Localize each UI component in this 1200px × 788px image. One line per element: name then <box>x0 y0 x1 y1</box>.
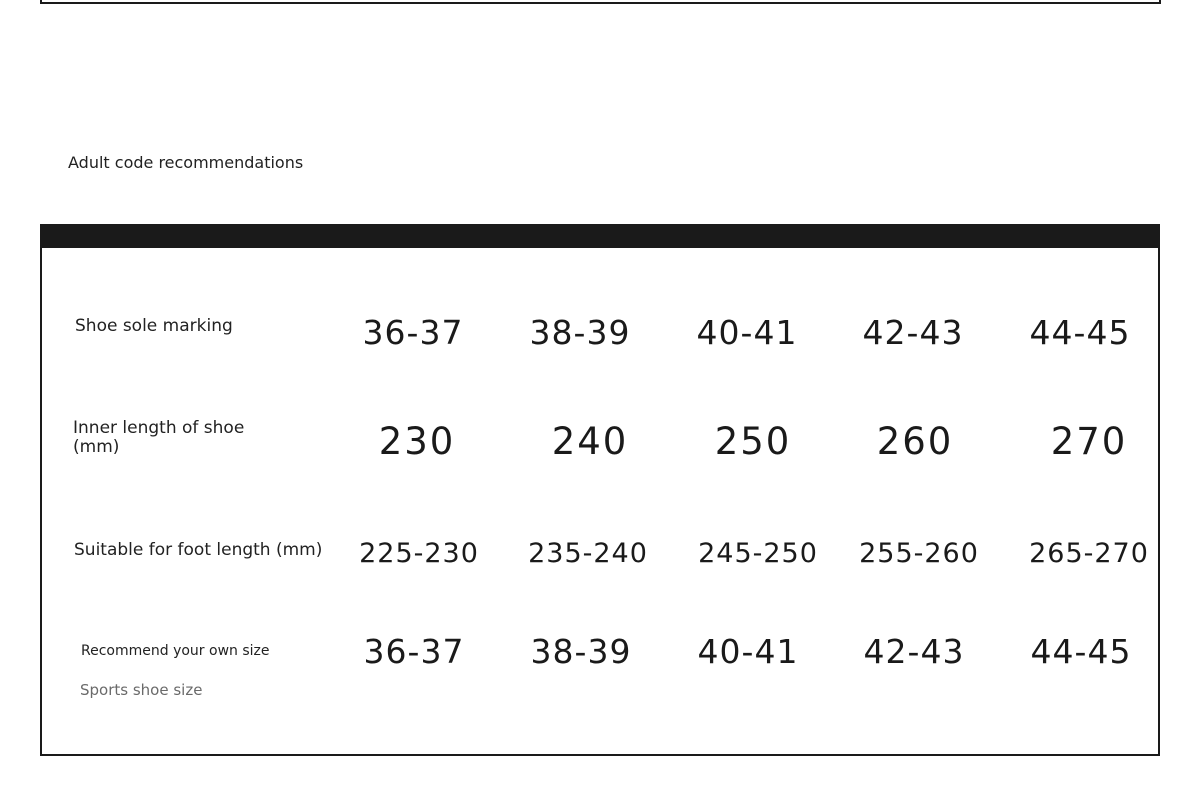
table-cell: 36-37 <box>363 632 465 671</box>
table-cell: 38-39 <box>529 313 631 352</box>
row-label-foot-length: Suitable for foot length (mm) <box>74 540 323 560</box>
page-heading: Adult code recommendations <box>68 153 304 172</box>
table-cell: 240 <box>551 420 629 463</box>
table-cell: 230 <box>378 420 456 463</box>
row-label-shoe-sole-marking: Shoe sole marking <box>75 316 233 336</box>
table-cell: 36-37 <box>362 313 464 352</box>
table-cell: 270 <box>1050 420 1128 463</box>
table-cell: 38-39 <box>530 632 632 671</box>
table-cell: 225-230 <box>359 538 479 569</box>
row-label-inner-length-line1: Inner length of shoe <box>73 418 245 438</box>
row-label-inner-length <box>73 419 244 457</box>
table-cell: 44-45 <box>1029 313 1131 352</box>
row-sublabel-sports-shoe-size: Sports shoe size <box>80 681 203 699</box>
table-cell: 42-43 <box>862 313 964 352</box>
row-label-recommended-size: Recommend your own size <box>81 643 270 659</box>
size-table-frame <box>40 224 1160 756</box>
table-cell: 44-45 <box>1030 632 1132 671</box>
table-cell: 260 <box>876 420 954 463</box>
table-cell: 235-240 <box>528 538 648 569</box>
table-cell: 265-270 <box>1029 538 1149 569</box>
table-cell: 40-41 <box>697 632 799 671</box>
table-cell: 245-250 <box>698 538 818 569</box>
top-frame-edge <box>40 0 1161 4</box>
table-cell: 255-260 <box>859 538 979 569</box>
table-cell: 42-43 <box>863 632 965 671</box>
row-label-inner-length-line2: (mm) <box>73 437 120 457</box>
table-cell: 250 <box>714 420 792 463</box>
table-cell: 40-41 <box>696 313 798 352</box>
